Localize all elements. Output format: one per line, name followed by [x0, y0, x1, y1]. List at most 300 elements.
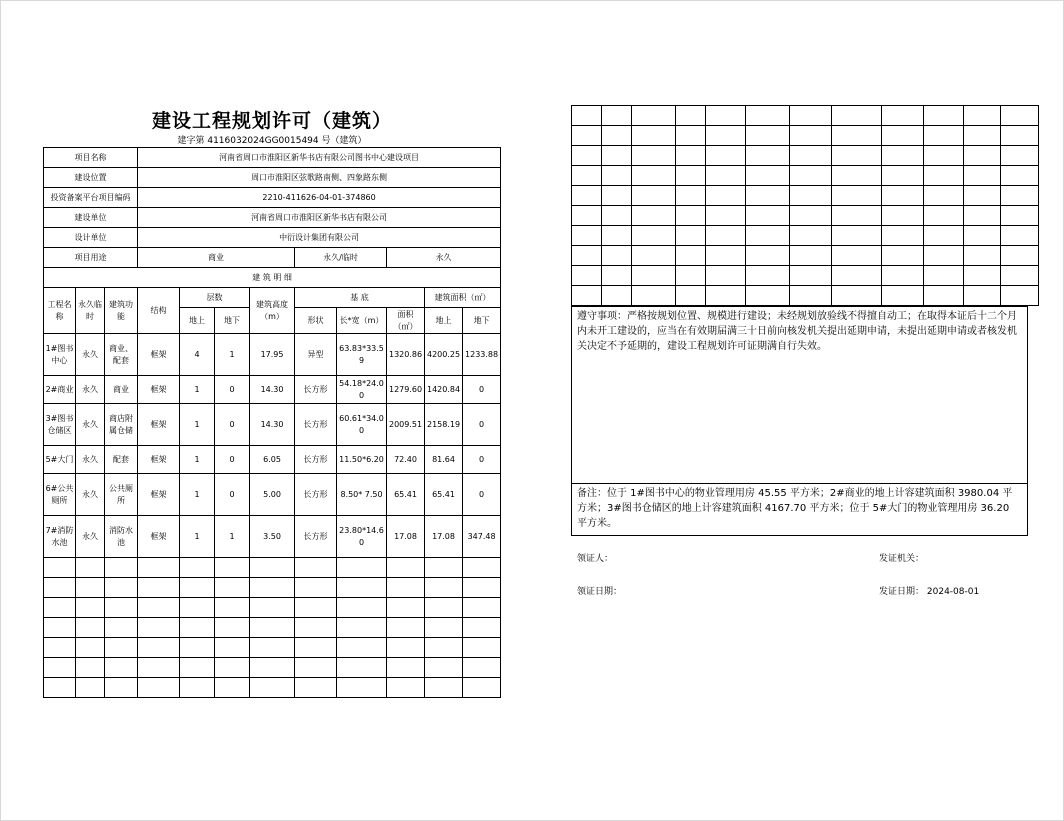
cell-height: 3.50	[250, 516, 295, 558]
grid-row	[572, 286, 1039, 306]
cell-area: 1279.60	[387, 376, 425, 404]
empty-cell	[463, 658, 501, 678]
table-row	[44, 474, 501, 516]
compliance-notice: 遵守事项：严格按规划位置、规模进行建设；未经规划放验线不得擅自动工；在取得本证后十二个月内未开工建设的，应当在有效期届满三十日前向核发机关提出延期申请，未提出延期申请或者核发机关决定不予延期的，建设工程规划许可证期满自行失效。	[571, 306, 1028, 484]
grid-cell	[1001, 106, 1039, 126]
header-shape: 形状	[295, 308, 337, 334]
grid-cell	[572, 226, 602, 246]
cell-height: 14.30	[250, 404, 295, 446]
empty-cell	[180, 618, 215, 638]
empty-cell	[105, 638, 138, 658]
empty-cell	[387, 558, 425, 578]
grid-cell	[790, 126, 832, 146]
grid-cell	[632, 206, 676, 226]
grid-cell	[832, 286, 882, 306]
cell-shape: 长方形	[295, 446, 337, 474]
grid-cell	[790, 106, 832, 126]
empty-cell	[180, 658, 215, 678]
header-area: 面积（㎡）	[387, 308, 425, 334]
grid-cell	[602, 166, 632, 186]
empty-cell	[138, 678, 180, 698]
empty-cell	[215, 618, 250, 638]
grid-cell	[924, 286, 964, 306]
empty-cell	[215, 638, 250, 658]
empty-cell	[138, 618, 180, 638]
document-title: 建设工程规划许可（建筑）	[151, 110, 392, 132]
grid-cell	[1001, 286, 1039, 306]
empty-cell	[76, 578, 105, 598]
empty-cell	[425, 658, 463, 678]
empty-cell	[250, 658, 295, 678]
grid-cell	[706, 106, 746, 126]
cell-above: 1	[180, 404, 215, 446]
cell-barea-above: 81.64	[425, 446, 463, 474]
cell-lw: 8.50* 7.50	[337, 474, 387, 516]
cell-height: 6.05	[250, 446, 295, 474]
grid-cell	[706, 186, 746, 206]
grid-cell	[882, 226, 924, 246]
receive-date-label: 领证日期：	[577, 587, 623, 597]
code-label: 投资备案平台项目编码	[44, 188, 138, 208]
grid-cell	[790, 286, 832, 306]
empty-cell	[250, 558, 295, 578]
cell-func: 商业、配套	[105, 334, 138, 376]
perm-value: 永久	[387, 248, 501, 268]
header-base: 基 底	[295, 288, 425, 308]
cell-struct: 框架	[138, 334, 180, 376]
cell-struct: 框架	[138, 516, 180, 558]
empty-cell	[387, 618, 425, 638]
grid-row	[572, 246, 1039, 266]
grid-cell	[632, 286, 676, 306]
permit-number: 建字第 4116032024GG0015494 号（建筑）	[177, 136, 367, 146]
grid-cell	[572, 166, 602, 186]
cell-barea-below: 0	[463, 404, 501, 446]
empty-cell	[387, 598, 425, 618]
cell-name: 2#商业	[44, 376, 76, 404]
empty-cell	[250, 618, 295, 638]
grid-cell	[924, 106, 964, 126]
cell-lw: 11.50*6.20	[337, 446, 387, 474]
grid-cell	[746, 266, 790, 286]
grid-cell	[746, 146, 790, 166]
empty-cell	[76, 558, 105, 578]
grid-cell	[1001, 126, 1039, 146]
cell-perm: 永久	[76, 474, 105, 516]
cell-struct: 框架	[138, 376, 180, 404]
grid-cell	[924, 166, 964, 186]
cell-func: 消防水池	[105, 516, 138, 558]
grid-cell	[964, 126, 1001, 146]
empty-rows	[44, 558, 501, 698]
grid-cell	[882, 146, 924, 166]
grid-cell	[924, 126, 964, 146]
grid-cell	[572, 146, 602, 166]
grid-cell	[832, 246, 882, 266]
empty-cell	[76, 598, 105, 618]
empty-cell	[425, 678, 463, 698]
grid-cell	[924, 146, 964, 166]
cell-perm: 永久	[76, 334, 105, 376]
empty-cell	[180, 558, 215, 578]
cell-shape: 异型	[295, 334, 337, 376]
info-row	[44, 148, 501, 168]
cell-func: 配套	[105, 446, 138, 474]
cell-shape: 长方形	[295, 404, 337, 446]
grid-cell	[572, 206, 602, 226]
designer-label: 设计单位	[44, 228, 138, 248]
usage-label: 项目用途	[44, 248, 138, 268]
grid-cell	[602, 266, 632, 286]
empty-row	[44, 658, 501, 678]
grid-cell	[572, 286, 602, 306]
header-above: 地上	[180, 308, 215, 334]
empty-cell	[463, 638, 501, 658]
grid-cell	[790, 206, 832, 226]
grid-row	[572, 266, 1039, 286]
cell-struct: 框架	[138, 474, 180, 516]
cell-below: 1	[215, 334, 250, 376]
header-row	[44, 288, 501, 308]
grid-cell	[632, 126, 676, 146]
grid-cell	[632, 246, 676, 266]
empty-cell	[105, 558, 138, 578]
permit-table	[43, 147, 501, 698]
cell-struct: 框架	[138, 446, 180, 474]
receiver-label: 领证人：	[577, 554, 614, 564]
cell-area: 72.40	[387, 446, 425, 474]
empty-cell	[215, 658, 250, 678]
grid-cell	[706, 286, 746, 306]
cell-func: 商店附属仓储	[105, 404, 138, 446]
grid-row	[572, 166, 1039, 186]
empty-cell	[44, 618, 76, 638]
detail-title: 建 筑 明 细	[44, 268, 501, 288]
grid-cell	[602, 186, 632, 206]
cell-height: 5.00	[250, 474, 295, 516]
detail-title-row	[44, 268, 501, 288]
grid-cell	[706, 126, 746, 146]
grid-cell	[706, 266, 746, 286]
grid-cell	[602, 126, 632, 146]
grid-cell	[964, 206, 1001, 226]
cell-shape: 长方形	[295, 376, 337, 404]
grid-cell	[790, 146, 832, 166]
cell-lw: 60.61*34.00	[337, 404, 387, 446]
empty-cell	[425, 638, 463, 658]
grid-cell	[676, 126, 706, 146]
empty-cell	[44, 558, 76, 578]
location-label: 建设位置	[44, 168, 138, 188]
empty-cell	[138, 578, 180, 598]
header-name: 工程名称	[44, 288, 76, 334]
empty-cell	[250, 678, 295, 698]
table-row	[44, 446, 501, 474]
cell-barea-below: 0	[463, 474, 501, 516]
header-struct: 结构	[138, 288, 180, 334]
grid-cell	[676, 206, 706, 226]
cell-barea-below: 0	[463, 376, 501, 404]
empty-cell	[138, 658, 180, 678]
header-func: 建筑功能	[105, 288, 138, 334]
grid-cell	[790, 186, 832, 206]
grid-cell	[882, 286, 924, 306]
cell-barea-above: 4200.25	[425, 334, 463, 376]
grid-cell	[882, 266, 924, 286]
grid-cell	[1001, 266, 1039, 286]
cell-perm: 永久	[76, 376, 105, 404]
empty-cell	[215, 598, 250, 618]
grid-cell	[632, 186, 676, 206]
grid-cell	[572, 186, 602, 206]
grid-cell	[676, 246, 706, 266]
empty-cell	[295, 658, 337, 678]
grid-cell	[572, 106, 602, 126]
grid-cell	[706, 206, 746, 226]
empty-cell	[44, 678, 76, 698]
empty-row	[44, 558, 501, 578]
grid-cell	[632, 166, 676, 186]
grid-cell	[602, 106, 632, 126]
empty-cell	[44, 598, 76, 618]
empty-cell	[76, 678, 105, 698]
grid-cell	[832, 106, 882, 126]
info-row	[44, 228, 501, 248]
grid-cell	[572, 246, 602, 266]
empty-cell	[250, 638, 295, 658]
empty-row	[44, 678, 501, 698]
grid-cell	[746, 286, 790, 306]
empty-cell	[425, 618, 463, 638]
grid-cell	[676, 166, 706, 186]
empty-cell	[463, 678, 501, 698]
grid-cell	[602, 226, 632, 246]
grid-cell	[746, 186, 790, 206]
header-floors: 层数	[180, 288, 250, 308]
cell-barea-above: 65.41	[425, 474, 463, 516]
grid-cell	[602, 246, 632, 266]
grid-cell	[602, 146, 632, 166]
cell-perm: 永久	[76, 404, 105, 446]
grid-cell	[1001, 226, 1039, 246]
grid-cell	[632, 106, 676, 126]
cell-name: 5#大门	[44, 446, 76, 474]
empty-cell	[295, 578, 337, 598]
grid-cell	[746, 226, 790, 246]
grid-cell	[706, 166, 746, 186]
empty-cell	[105, 598, 138, 618]
cell-struct: 框架	[138, 404, 180, 446]
cell-above: 1	[180, 376, 215, 404]
header-height: 建筑高度（m）	[250, 288, 295, 334]
cell-area: 17.08	[387, 516, 425, 558]
perm-label: 永久/临时	[295, 248, 387, 268]
empty-cell	[425, 558, 463, 578]
cell-height: 14.30	[250, 376, 295, 404]
cell-above: 4	[180, 334, 215, 376]
empty-cell	[215, 558, 250, 578]
grid-cell	[832, 166, 882, 186]
grid-cell	[632, 266, 676, 286]
empty-cell	[337, 638, 387, 658]
cell-barea-above: 1420.84	[425, 376, 463, 404]
cell-barea-below: 347.48	[463, 516, 501, 558]
grid-cell	[882, 186, 924, 206]
empty-cell	[337, 658, 387, 678]
empty-cell	[76, 618, 105, 638]
empty-cell	[250, 578, 295, 598]
grid-cell	[924, 206, 964, 226]
info-row	[44, 248, 501, 268]
grid-cell	[924, 226, 964, 246]
cell-perm: 永久	[76, 446, 105, 474]
blank-grid	[571, 105, 1039, 306]
grid-cell	[964, 146, 1001, 166]
cell-above: 1	[180, 446, 215, 474]
grid-cell	[790, 226, 832, 246]
cell-below: 0	[215, 474, 250, 516]
grid-cell	[1001, 186, 1039, 206]
grid-cell	[746, 106, 790, 126]
empty-cell	[387, 658, 425, 678]
cell-name: 7#消防水池	[44, 516, 76, 558]
builder-value: 河南省周口市淮阳区新华书店有限公司	[138, 208, 501, 228]
empty-cell	[76, 658, 105, 678]
grid-cell	[882, 206, 924, 226]
grid-cell	[676, 266, 706, 286]
grid-cell	[832, 126, 882, 146]
info-row	[44, 168, 501, 188]
empty-row	[44, 618, 501, 638]
designer-value: 中衍设计集团有限公司	[138, 228, 501, 248]
empty-row	[44, 598, 501, 618]
empty-cell	[425, 598, 463, 618]
cell-below: 0	[215, 376, 250, 404]
cell-barea-below: 0	[463, 446, 501, 474]
grid-cell	[832, 206, 882, 226]
grid-cell	[882, 246, 924, 266]
grid-cell	[572, 126, 602, 146]
empty-cell	[337, 618, 387, 638]
empty-cell	[138, 598, 180, 618]
cell-barea-above: 17.08	[425, 516, 463, 558]
header-below: 地下	[215, 308, 250, 334]
empty-cell	[295, 598, 337, 618]
cell-area: 2009.51	[387, 404, 425, 446]
cell-barea-below: 1233.88	[463, 334, 501, 376]
cell-lw: 23.80*14.60	[337, 516, 387, 558]
header-barea: 建筑面积（㎡）	[425, 288, 501, 308]
cell-area: 1320.86	[387, 334, 425, 376]
empty-cell	[180, 578, 215, 598]
cell-above: 1	[180, 516, 215, 558]
empty-cell	[295, 678, 337, 698]
issuer-label: 发证机关：	[879, 554, 925, 564]
cell-above: 1	[180, 474, 215, 516]
grid-row	[572, 146, 1039, 166]
grid-cell	[964, 106, 1001, 126]
empty-cell	[76, 638, 105, 658]
grid-cell	[632, 146, 676, 166]
empty-cell	[337, 558, 387, 578]
empty-row	[44, 578, 501, 598]
project-name-value: 河南省周口市淮阳区新华书店有限公司图书中心建设项目	[138, 148, 501, 168]
grid-cell	[572, 266, 602, 286]
cell-below: 0	[215, 446, 250, 474]
empty-cell	[463, 558, 501, 578]
header-barea-above: 地上	[425, 308, 463, 334]
empty-cell	[105, 678, 138, 698]
empty-cell	[180, 598, 215, 618]
grid-cell	[882, 166, 924, 186]
cell-func: 商业	[105, 376, 138, 404]
grid-cell	[924, 246, 964, 266]
cell-area: 65.41	[387, 474, 425, 516]
grid-cell	[924, 186, 964, 206]
grid-cell	[832, 266, 882, 286]
grid-cell	[676, 146, 706, 166]
empty-cell	[44, 578, 76, 598]
empty-cell	[295, 558, 337, 578]
grid-cell	[746, 126, 790, 146]
empty-cell	[387, 578, 425, 598]
cell-shape: 长方形	[295, 474, 337, 516]
cell-barea-above: 2158.19	[425, 404, 463, 446]
grid-cell	[676, 286, 706, 306]
info-row	[44, 188, 501, 208]
grid-cell	[632, 226, 676, 246]
grid-cell	[964, 266, 1001, 286]
empty-cell	[463, 598, 501, 618]
grid-cell	[676, 226, 706, 246]
cell-lw: 54.18*24.00	[337, 376, 387, 404]
empty-cell	[138, 638, 180, 658]
grid-cell	[706, 246, 746, 266]
grid-cell	[882, 106, 924, 126]
header-barea-below: 地下	[463, 308, 501, 334]
grid-cell	[746, 206, 790, 226]
empty-cell	[180, 638, 215, 658]
issue-date	[879, 584, 979, 597]
grid-cell	[964, 246, 1001, 266]
remark-box: 备注：位于 1#图书中心的物业管理用房 45.55 平方米；2#商业的地上计容建筑面积 3980.04 平方米；3#图书仓储区的地上计容建筑面积 4167.70 平方米；位于 5#大门的物业管理用房 36.20 平方米。	[571, 484, 1028, 536]
cell-name: 6#公共厕所	[44, 474, 76, 516]
empty-cell	[105, 578, 138, 598]
grid-cell	[790, 246, 832, 266]
cell-below: 1	[215, 516, 250, 558]
issue-date-value: 2024-08-01	[926, 587, 980, 597]
table-row	[44, 334, 501, 376]
empty-cell	[215, 578, 250, 598]
usage-value: 商业	[138, 248, 295, 268]
grid-row	[572, 206, 1039, 226]
grid-row	[572, 226, 1039, 246]
blank-grid-body	[572, 106, 1039, 306]
grid-cell	[706, 146, 746, 166]
empty-cell	[387, 678, 425, 698]
header-lw: 长*宽（m）	[337, 308, 387, 334]
builder-label: 建设单位	[44, 208, 138, 228]
cell-name: 3#图书仓储区	[44, 404, 76, 446]
grid-cell	[924, 266, 964, 286]
empty-cell	[215, 678, 250, 698]
grid-cell	[832, 226, 882, 246]
grid-cell	[964, 186, 1001, 206]
empty-cell	[337, 598, 387, 618]
empty-cell	[463, 578, 501, 598]
grid-cell	[964, 286, 1001, 306]
cell-func: 公共厕所	[105, 474, 138, 516]
